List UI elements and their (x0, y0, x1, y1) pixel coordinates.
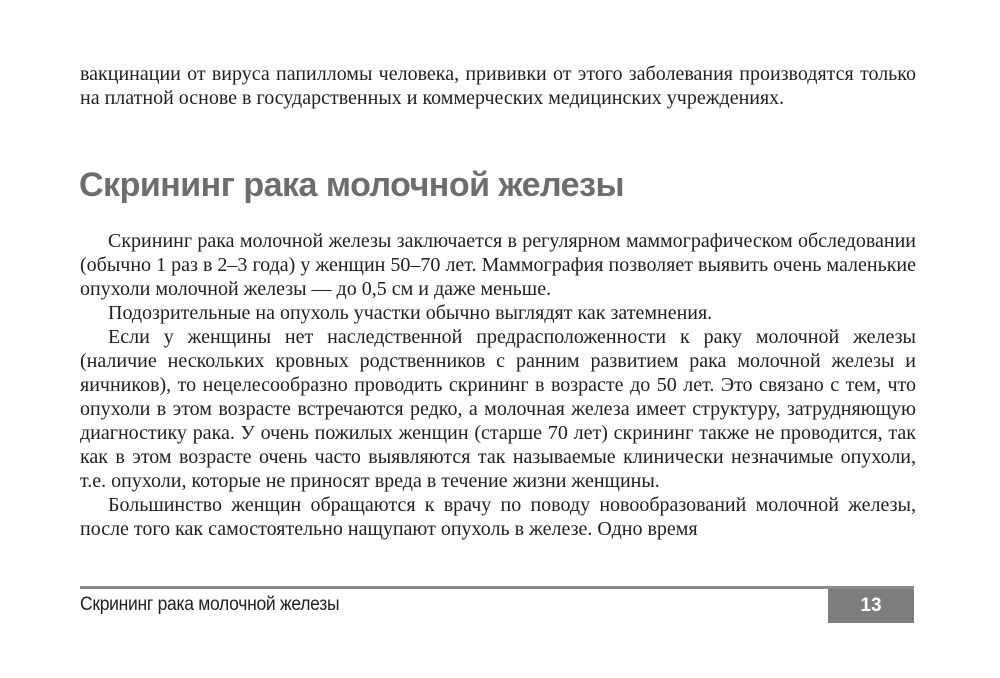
body-paragraph-4: Большинство женщин обращаются к врачу по поводу новообразований молочной железы, после того как самостоятельно нащупают опухоль в железе. Одно время (80, 494, 916, 540)
footer-divider (80, 586, 914, 589)
body-paragraph-1: Скрининг рака молочной железы заключается в регулярном маммографическом обследовании (обычно 1 раз в 2–3 года) у женщин 50–70 лет. Маммография позволяет выявить очень маленькие опухоли молочной железы — до 0,5 см и даже меньше. (80, 230, 916, 300)
section-body (80, 229, 916, 541)
body-paragraph-2: Подозрительные на опухоль участки обычно выглядят как затемнения. (108, 302, 713, 324)
footer-running-title: Скрининг рака молочной железы (80, 594, 340, 615)
page-number-badge: 13 (828, 589, 914, 623)
intro-paragraph: вакцинации от вируса папилломы человека, прививки от этого заболевания производятся только на платной основе в государственных и коммерческих медицинских учреждениях. (80, 63, 916, 109)
intro-text-block (80, 62, 916, 110)
body-paragraph-3: Если у женщины нет наследственной предрасположенности к раку молочной железы (наличие нескольких кровных родственников с ранним развитием рака молочной железы и яичников), то нецелесообразно проводить скрининг в возрасте до 50 лет. Это связано с тем, что опухоли в этом возрасте встречаются редко, а молочная железа имеет структуру, затрудняющую диагностику рака. У очень пожилых женщин (старше 70 лет) скрининг также не проводится, так как в этом возрасте очень часто выявляются так называемые клинически незначимые опухоли, т.е. опухоли, которые не приносят вреда в течение жизни женщины. (80, 326, 916, 492)
section-heading: Скрининг рака молочной железы (79, 166, 625, 204)
